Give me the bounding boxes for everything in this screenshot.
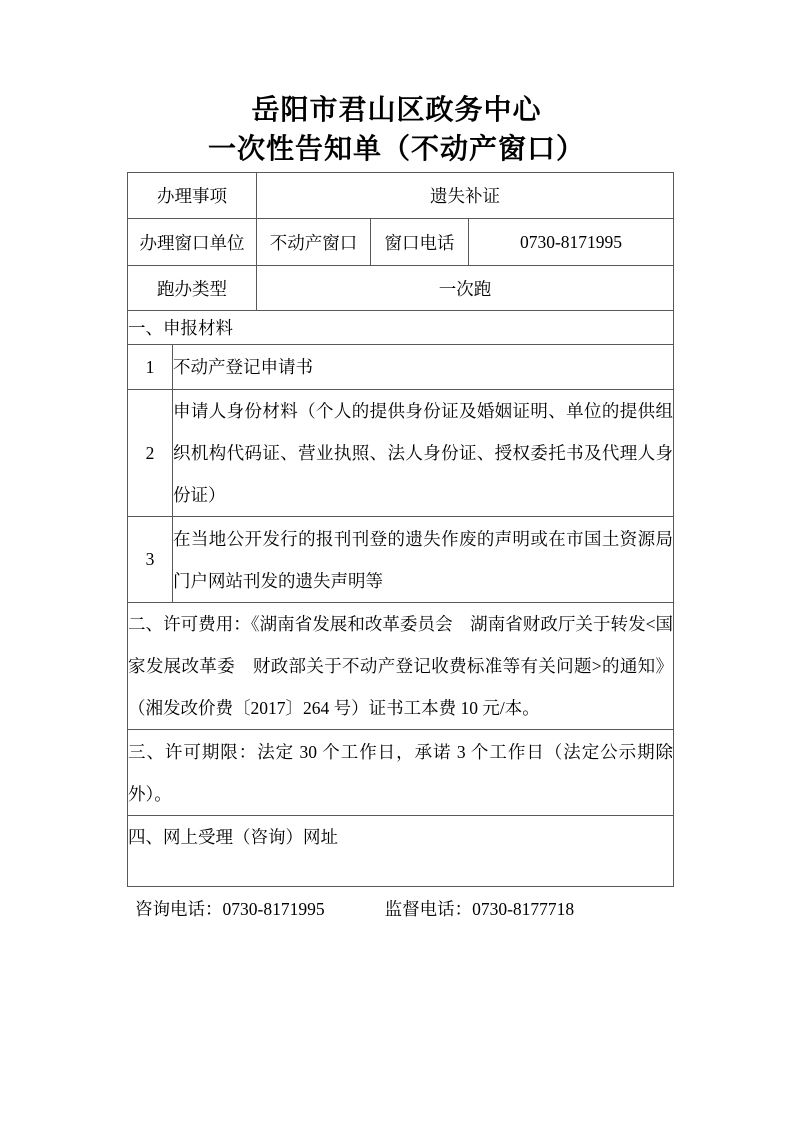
window-phone-value: 0730-8171995	[469, 219, 674, 266]
row-material-1	[128, 345, 674, 390]
material-3-number: 3	[128, 517, 173, 603]
run-type-value: 一次跑	[257, 266, 674, 311]
section3-deadline-text: 三、许可期限：法定 30 个工作日，承诺 3 个工作日（法定公示期除外）。	[128, 730, 674, 816]
window-unit-label: 办理窗口单位	[128, 219, 257, 266]
row-material-2	[128, 390, 674, 517]
notice-table	[127, 172, 674, 887]
row-section2-fees	[128, 603, 674, 730]
matter-label: 办理事项	[128, 173, 257, 219]
row-section1-heading	[128, 311, 674, 345]
row-material-3	[128, 517, 674, 603]
matter-value: 遗失补证	[257, 173, 674, 219]
material-1-text: 不动产登记申请书	[173, 345, 674, 390]
doc-title-line2: 一次性告知单（不动产窗口）	[207, 133, 585, 164]
row-matter	[128, 173, 674, 219]
footer-contacts	[135, 893, 574, 925]
material-2-number: 2	[128, 390, 173, 517]
document-header	[0, 90, 793, 168]
window-unit-value: 不动产窗口	[257, 219, 371, 266]
row-section4-website	[128, 816, 674, 887]
section2-fees-text: 二、许可费用：《湖南省发展和改革委员会 湖南省财政厅关于转发<国家发展改革委 财政部关于不动产登记收费标准等有关问题>的通知》（湘发改价费〔2017〕264 号）证书工本费 10 元/本。	[128, 603, 674, 730]
section1-heading: 一、申报材料	[128, 311, 674, 345]
doc-title-line1: 岳阳市君山区政务中心	[251, 94, 542, 125]
window-phone-label: 窗口电话	[371, 219, 469, 266]
row-section3-deadline	[128, 730, 674, 816]
consult-phone: 咨询电话：0730-8171995	[135, 899, 325, 919]
supervise-phone: 监督电话：0730-8177718	[384, 899, 575, 919]
material-1-number: 1	[128, 345, 173, 390]
section4-website-text: 四、网上受理（咨询）网址	[128, 816, 674, 887]
material-3-text: 在当地公开发行的报刊刊登的遗失作废的声明或在市国土资源局门户网站刊发的遗失声明等	[173, 517, 674, 603]
row-run-type	[128, 266, 674, 311]
row-window-unit	[128, 219, 674, 266]
material-2-text: 申请人身份材料（个人的提供身份证及婚姻证明、单位的提供组织机构代码证、营业执照、法人身份证、授权委托书及代理人身份证）	[173, 390, 674, 517]
run-type-label: 跑办类型	[128, 266, 257, 311]
